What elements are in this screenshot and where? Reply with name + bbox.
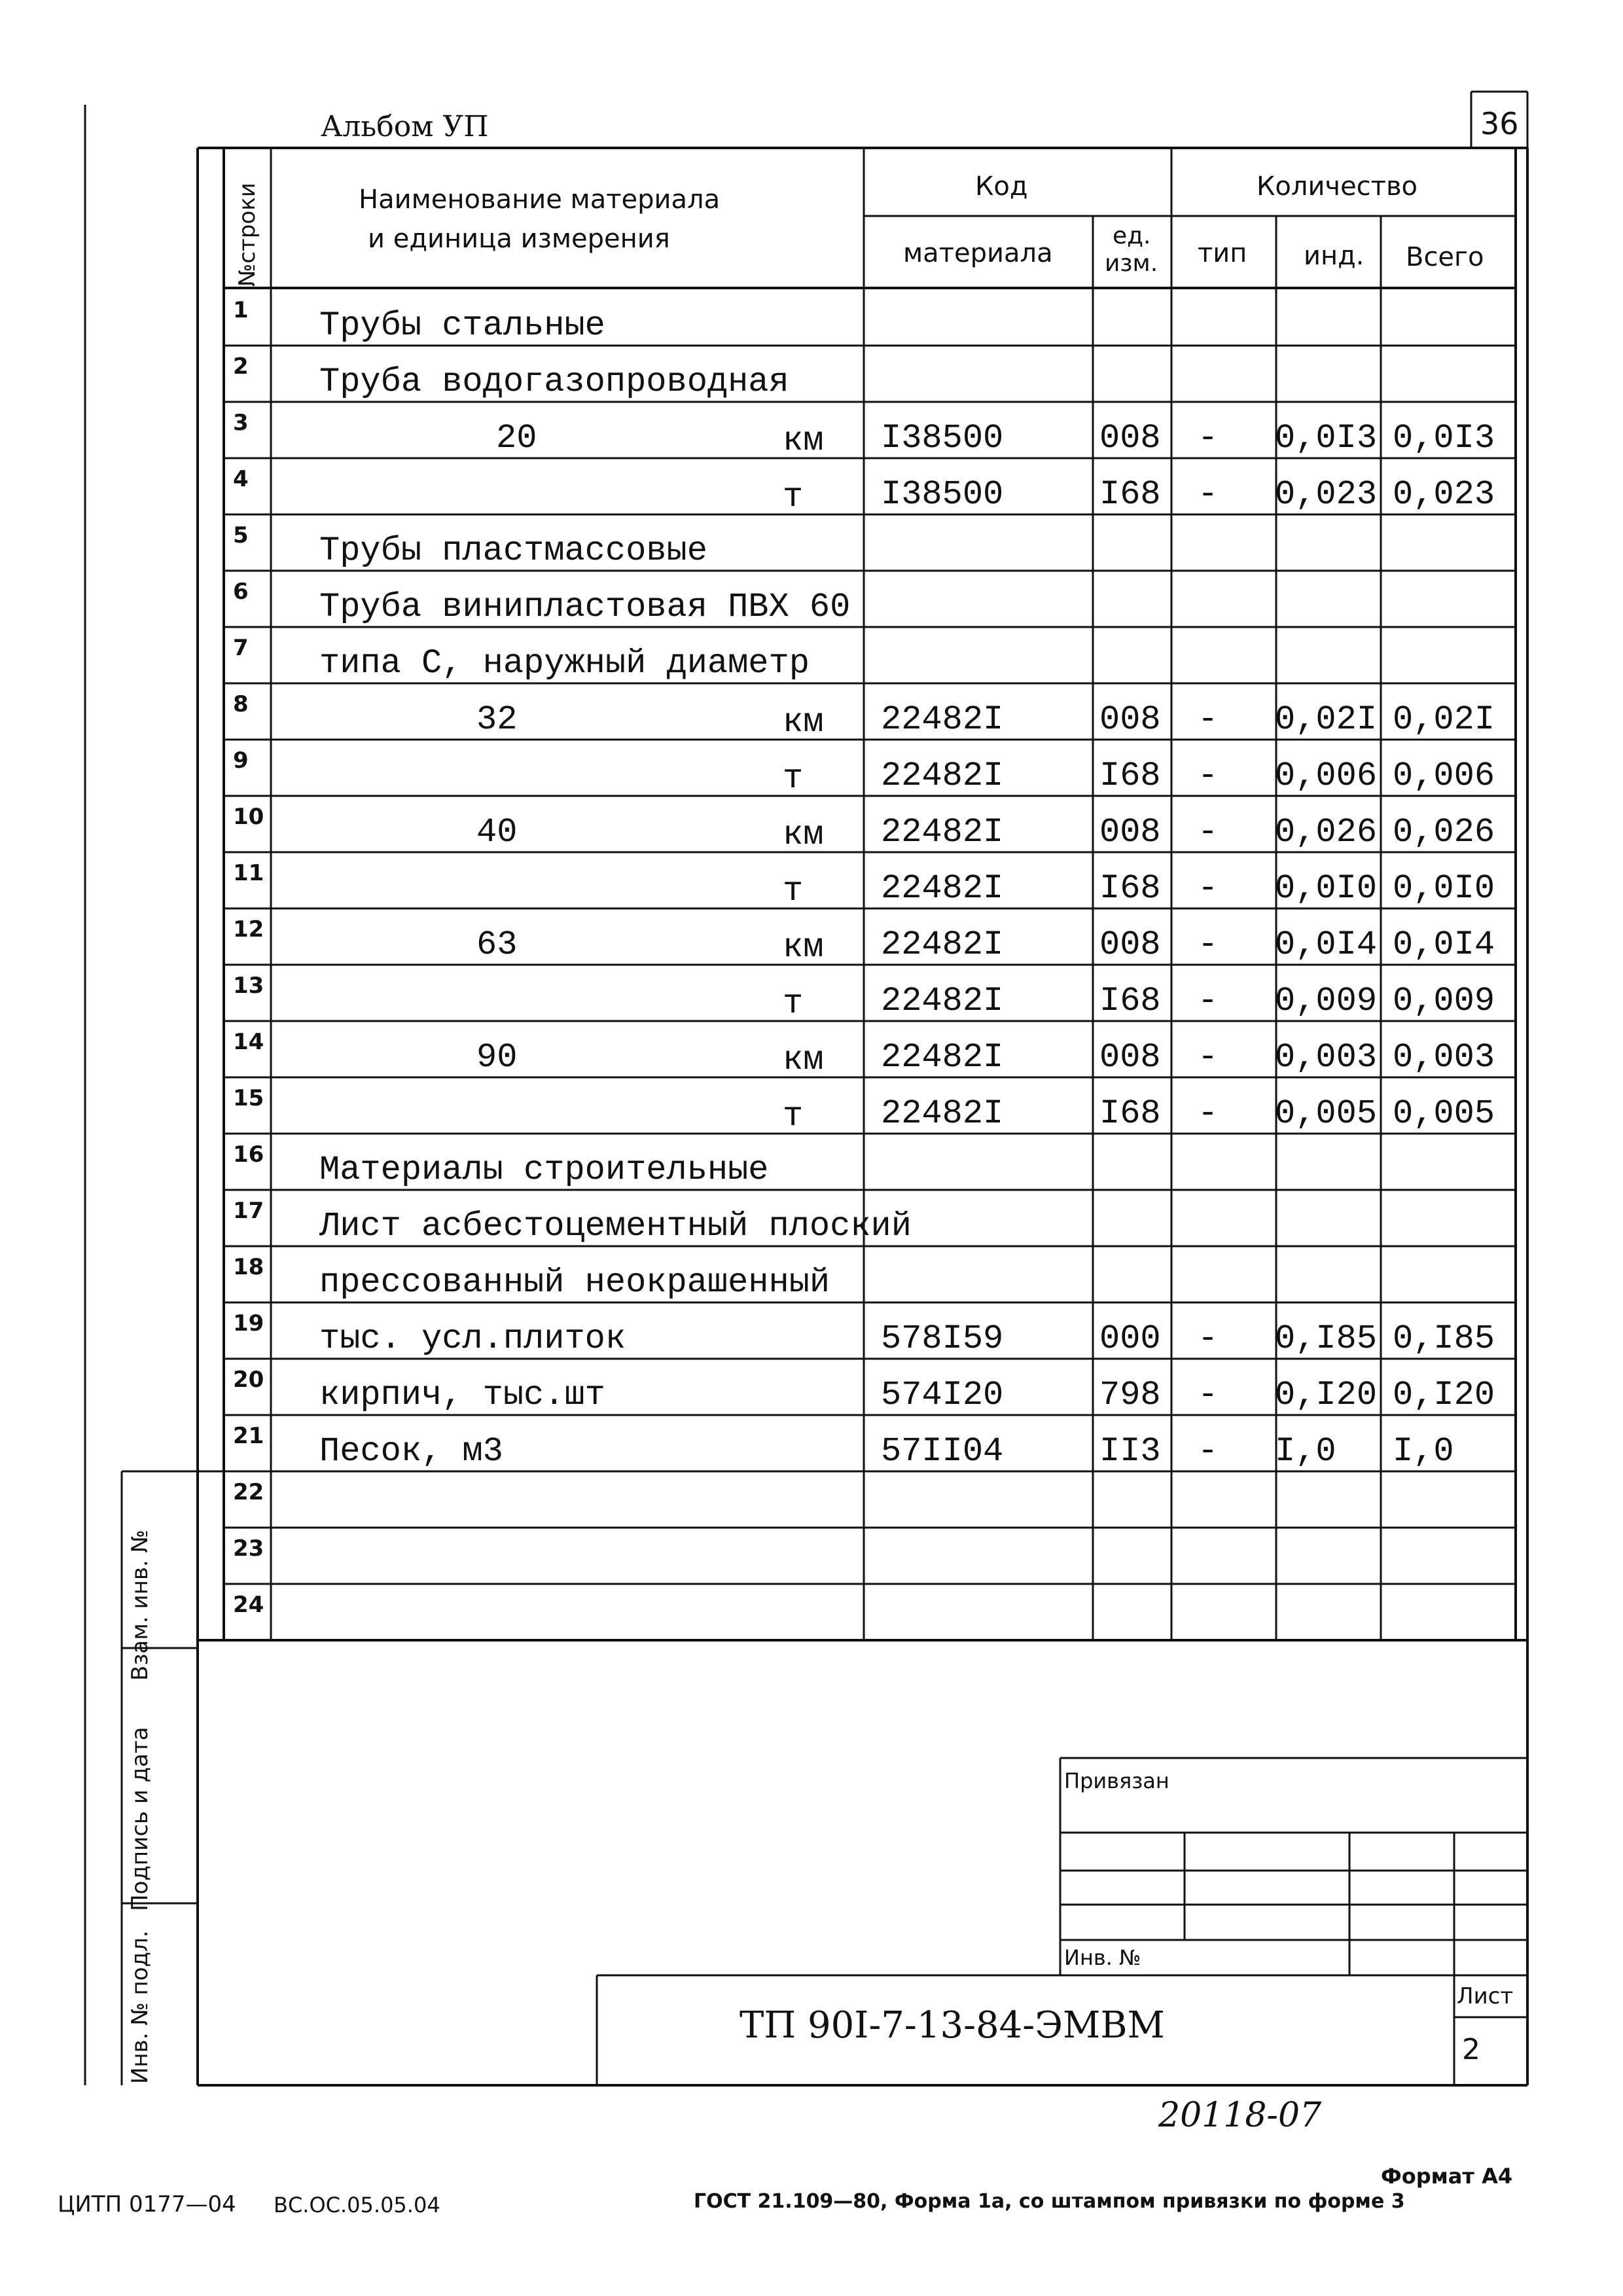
row-cell-total: 0,005 <box>1393 1094 1495 1133</box>
row-cell-ind: 0,009 <box>1275 982 1378 1020</box>
document-designation: ТП 90I-7-13-84-ЭМВМ <box>740 2004 1165 2047</box>
row-cell-ucode: I68 <box>1099 869 1161 908</box>
row-cell-ind: 0,0I3 <box>1275 419 1378 457</box>
row-cell-type: - <box>1198 1319 1219 1358</box>
unit-code-header-line2: изм. <box>1105 250 1158 277</box>
page-number: 36 <box>1480 106 1519 141</box>
row-cell-n: 15 <box>233 1085 264 1111</box>
row-cell-n: 16 <box>233 1141 264 1168</box>
format-label: Формат А4 <box>1381 2164 1513 2189</box>
row-cell-name: 40 <box>476 813 518 852</box>
footer-code-middle: ВС.ОС.05.05.04 <box>274 2193 440 2217</box>
row-cell-unit: т <box>783 984 804 1023</box>
row-cell-n: 21 <box>233 1423 264 1449</box>
row-cell-name: кирпич, тыс.шт <box>319 1376 605 1414</box>
row-cell-total: 0,006 <box>1393 757 1495 795</box>
row-cell-n: 8 <box>233 691 249 717</box>
row-cell-ind: 0,003 <box>1275 1038 1378 1077</box>
row-cell-name: Труба водогазопроводная <box>319 363 789 401</box>
row-cell-n: 1 <box>233 297 249 323</box>
row-cell-code: 22482I <box>881 1038 1004 1077</box>
side-label-vzam: Взам. инв. № <box>127 1530 153 1681</box>
row-cell-type: - <box>1198 982 1219 1020</box>
row-number-header: №строки <box>234 183 260 287</box>
row-cell-ucode: 008 <box>1099 419 1161 457</box>
row-cell-name: Труба винипластовая ПВХ 60 <box>319 588 851 626</box>
total-header: Всего <box>1406 242 1484 272</box>
row-cell-type: - <box>1198 1376 1219 1414</box>
row-cell-unit: км <box>783 422 824 460</box>
row-cell-n: 22 <box>233 1479 264 1505</box>
row-cell-total: 0,02I <box>1393 700 1495 739</box>
row-cell-type: - <box>1198 1038 1219 1077</box>
row-cell-code: 22482I <box>881 1094 1004 1133</box>
privyazan-label: Привязан <box>1064 1768 1169 1793</box>
row-cell-ind: 0,023 <box>1275 475 1378 514</box>
row-cell-ucode: I68 <box>1099 1094 1161 1133</box>
footer-code-left: ЦИТП 0177—04 <box>58 2191 236 2217</box>
row-cell-type: - <box>1198 475 1219 514</box>
unit-code-header-line1: ед. <box>1113 223 1151 249</box>
quantity-header: Количество <box>1257 171 1418 202</box>
row-cell-name: Трубы стальные <box>319 306 605 345</box>
row-cell-name: типа С, наружный диаметр <box>319 644 810 683</box>
row-cell-code: 574I20 <box>881 1376 1004 1414</box>
row-cell-unit: т <box>783 1097 804 1136</box>
row-cell-type: - <box>1198 813 1219 852</box>
row-cell-name: 63 <box>476 925 518 964</box>
row-cell-ind: 0,006 <box>1275 757 1378 795</box>
row-cell-code: 578I59 <box>881 1319 1004 1358</box>
row-cell-total: 0,0I0 <box>1393 869 1495 908</box>
row-cell-unit: км <box>783 1041 824 1079</box>
code-header: Код <box>975 171 1028 202</box>
row-cell-n: 14 <box>233 1029 264 1055</box>
row-cell-name: 20 <box>496 419 537 457</box>
row-cell-total: 0,I85 <box>1393 1319 1495 1358</box>
row-cell-n: 24 <box>233 1592 264 1618</box>
row-cell-ucode: II3 <box>1099 1432 1161 1471</box>
row-cell-n: 19 <box>233 1310 264 1336</box>
row-cell-n: 7 <box>233 635 249 661</box>
row-cell-ind: 0,0I4 <box>1275 925 1378 964</box>
ind-header: инд. <box>1304 241 1364 271</box>
row-cell-total: 0,I20 <box>1393 1376 1495 1414</box>
row-cell-ind: 0,I20 <box>1275 1376 1378 1414</box>
row-cell-ucode: I68 <box>1099 982 1161 1020</box>
row-cell-n: 5 <box>233 522 249 548</box>
row-cell-name: 90 <box>476 1038 518 1077</box>
row-cell-total: 0,026 <box>1393 813 1495 852</box>
row-cell-n: 12 <box>233 916 264 942</box>
row-cell-ucode: 008 <box>1099 700 1161 739</box>
row-cell-n: 9 <box>233 747 249 774</box>
side-label-inv: Инв. № подл. <box>127 1930 153 2084</box>
row-cell-n: 6 <box>233 579 249 605</box>
row-cell-ind: I,0 <box>1275 1432 1336 1471</box>
row-cell-ucode: 008 <box>1099 813 1161 852</box>
row-cell-unit: км <box>783 816 824 854</box>
row-cell-type: - <box>1198 869 1219 908</box>
row-cell-code: 22482I <box>881 813 1004 852</box>
row-cell-name: Трубы пластмассовые <box>319 531 707 570</box>
row-cell-unit: км <box>783 703 824 742</box>
row-cell-ind: 0,0I0 <box>1275 869 1378 908</box>
type-header: тип <box>1198 238 1247 268</box>
name-header-line1: Наименование материала <box>359 185 721 215</box>
row-cell-code: 57II04 <box>881 1432 1004 1471</box>
name-header-line2: и единица измерения <box>368 224 670 254</box>
row-cell-name: тыс. усл.плиток <box>319 1319 626 1358</box>
row-cell-total: 0,009 <box>1393 982 1495 1020</box>
row-cell-ucode: 000 <box>1099 1319 1161 1358</box>
row-cell-code: I38500 <box>881 475 1004 514</box>
handwritten-archive-number: 20118-07 <box>1158 2096 1322 2135</box>
row-cell-n: 20 <box>233 1367 264 1393</box>
album-title: Альбом УП <box>321 110 489 143</box>
row-cell-code: 22482I <box>881 982 1004 1020</box>
row-cell-name: прессованный неокрашенный <box>319 1263 830 1302</box>
inv-number-label: Инв. № <box>1064 1945 1141 1970</box>
row-cell-unit: км <box>783 928 824 967</box>
row-cell-type: - <box>1198 925 1219 964</box>
row-cell-name: Песок, м3 <box>319 1432 503 1471</box>
material-code-header: материала <box>903 238 1053 268</box>
row-cell-ucode: 008 <box>1099 925 1161 964</box>
sheet-label: Лист <box>1457 1983 1514 2009</box>
row-cell-n: 18 <box>233 1254 264 1280</box>
row-cell-n: 23 <box>233 1535 264 1562</box>
row-cell-total: 0,023 <box>1393 475 1495 514</box>
row-cell-name: 32 <box>476 700 518 739</box>
row-cell-code: 22482I <box>881 757 1004 795</box>
row-cell-unit: т <box>783 478 804 516</box>
row-cell-n: 11 <box>233 860 264 886</box>
row-cell-unit: т <box>783 872 804 910</box>
row-cell-n: 3 <box>233 410 249 436</box>
row-cell-ucode: 008 <box>1099 1038 1161 1077</box>
row-cell-name: Материалы строительные <box>319 1151 769 1189</box>
footer-gost: ГОСТ 21.109—80, Форма 1а, со штампом привязки по форме 3 <box>694 2190 1405 2213</box>
row-cell-ind: 0,02I <box>1275 700 1378 739</box>
row-cell-n: 4 <box>233 466 249 492</box>
row-cell-type: - <box>1198 1432 1219 1471</box>
row-cell-total: 0,003 <box>1393 1038 1495 1077</box>
row-cell-type: - <box>1198 1094 1219 1133</box>
row-cell-code: I38500 <box>881 419 1004 457</box>
sheet-number: 2 <box>1462 2033 1480 2066</box>
row-cell-n: 17 <box>233 1198 264 1224</box>
row-cell-ucode: I68 <box>1099 757 1161 795</box>
row-cell-total: 0,0I3 <box>1393 419 1495 457</box>
row-cell-name: Лист асбестоцементный плоский <box>319 1207 912 1246</box>
row-cell-ind: 0,026 <box>1275 813 1378 852</box>
row-cell-total: 0,0I4 <box>1393 925 1495 964</box>
row-cell-n: 2 <box>233 353 249 380</box>
side-label-podpis: Подпись и дата <box>127 1727 153 1911</box>
row-cell-code: 22482I <box>881 925 1004 964</box>
row-cell-type: - <box>1198 757 1219 795</box>
row-cell-ind: 0,I85 <box>1275 1319 1378 1358</box>
row-cell-code: 22482I <box>881 700 1004 739</box>
row-cell-unit: т <box>783 759 804 798</box>
row-cell-ind: 0,005 <box>1275 1094 1378 1133</box>
row-cell-ucode: 798 <box>1099 1376 1161 1414</box>
row-cell-n: 10 <box>233 804 264 830</box>
row-cell-ucode: I68 <box>1099 475 1161 514</box>
row-cell-n: 13 <box>233 973 264 999</box>
row-cell-type: - <box>1198 700 1219 739</box>
row-cell-total: I,0 <box>1393 1432 1454 1471</box>
row-cell-code: 22482I <box>881 869 1004 908</box>
row-cell-type: - <box>1198 419 1219 457</box>
